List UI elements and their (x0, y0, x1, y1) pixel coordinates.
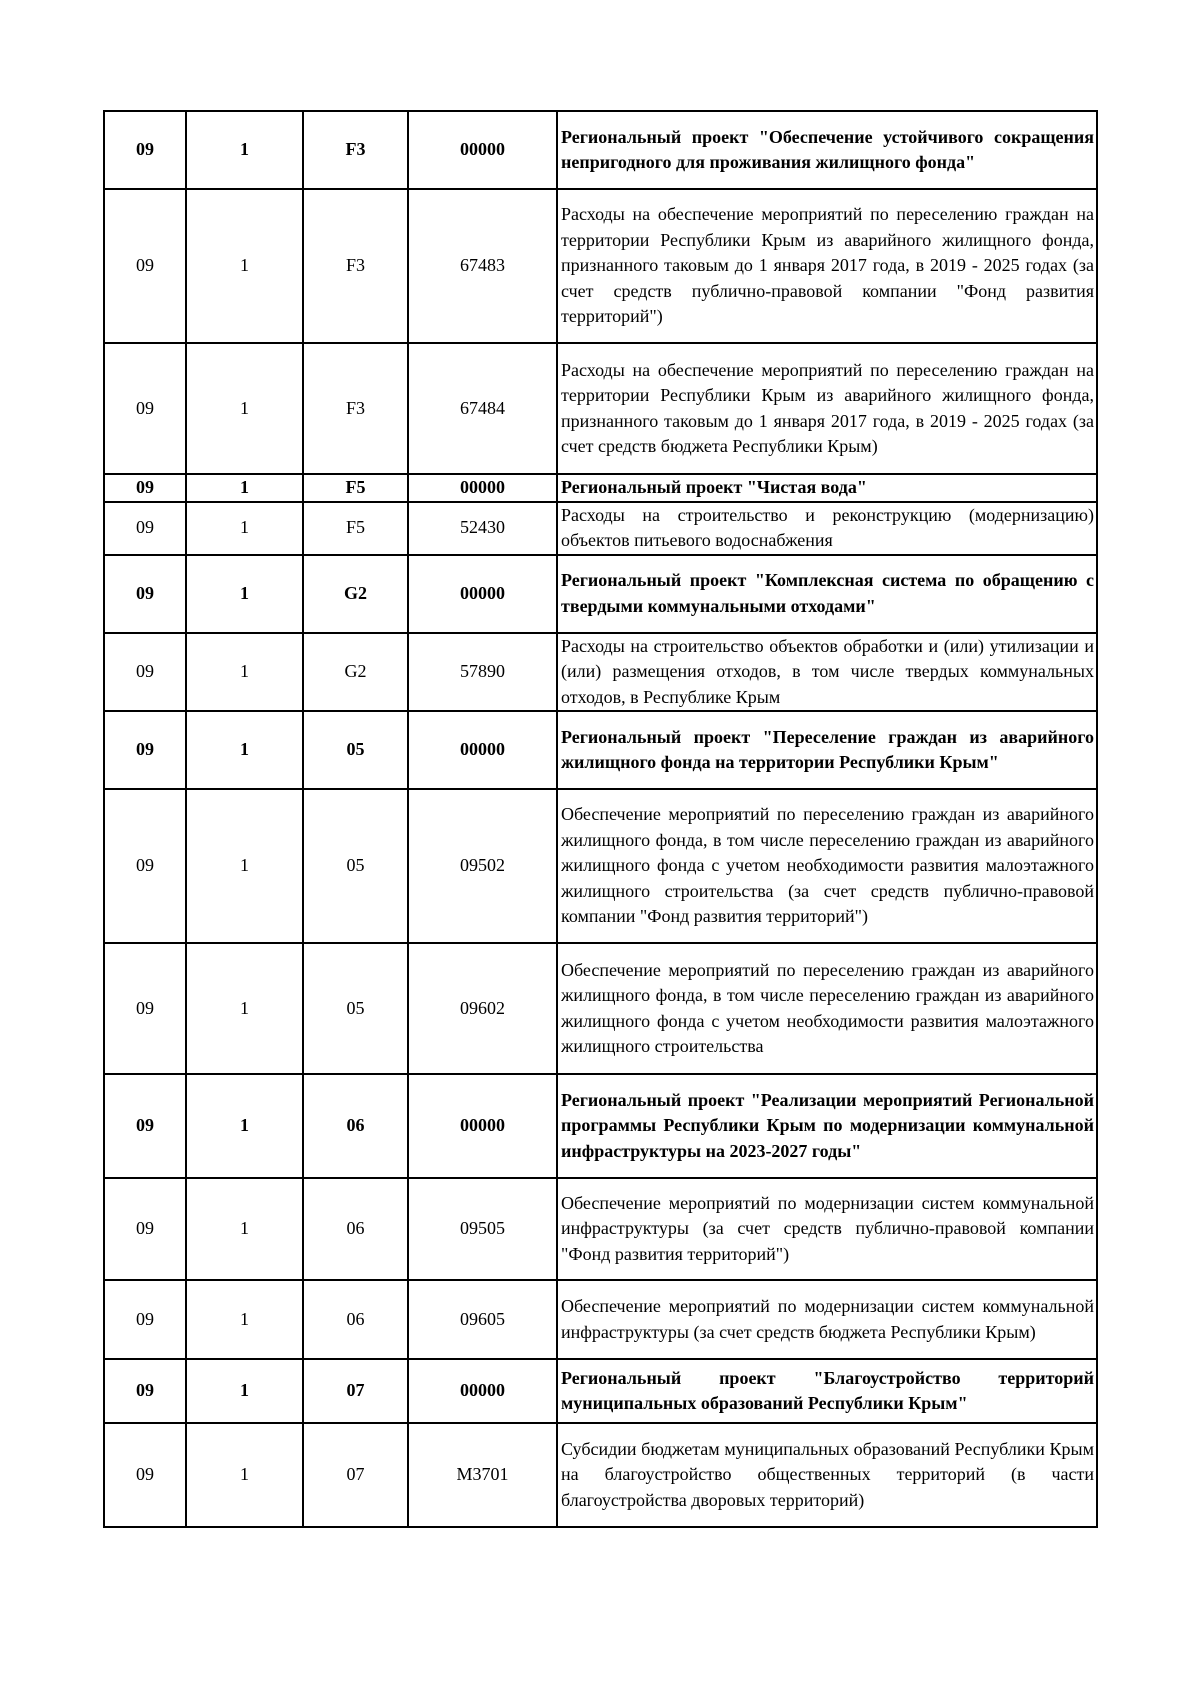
program-code-cell: 09 (104, 474, 186, 502)
program-code-cell: 09 (104, 943, 186, 1074)
subprogram-code-cell: 1 (186, 1178, 303, 1280)
project-code-cell: 06 (303, 1074, 408, 1178)
project-code-cell: F3 (303, 111, 408, 189)
subprogram-code-cell: 1 (186, 633, 303, 712)
description-cell: Региональный проект "Комплексная система по обращению с твердыми коммунальными отходами" (557, 555, 1097, 633)
table-row (104, 502, 1097, 555)
subprogram-code-cell: 1 (186, 1280, 303, 1359)
table-row (104, 1074, 1097, 1178)
project-code-cell: 05 (303, 943, 408, 1074)
expense-code-cell: 00000 (408, 1074, 557, 1178)
expense-code-cell: 57890 (408, 633, 557, 712)
program-code-cell: 09 (104, 1178, 186, 1280)
program-code-cell: 09 (104, 555, 186, 633)
table-row (104, 789, 1097, 943)
expense-code-cell: M3701 (408, 1423, 557, 1527)
program-code-cell: 09 (104, 343, 186, 474)
project-code-cell: 07 (303, 1423, 408, 1527)
subprogram-code-cell: 1 (186, 943, 303, 1074)
subprogram-code-cell: 1 (186, 1074, 303, 1178)
description-cell: Региональный проект "Переселение граждан из аварийного жилищного фонда на территории Республики Крым" (557, 711, 1097, 789)
expense-code-cell: 67484 (408, 343, 557, 474)
expense-code-cell: 09505 (408, 1178, 557, 1280)
project-code-cell: 05 (303, 711, 408, 789)
description-cell: Обеспечение мероприятий по переселению граждан из аварийного жилищного фонда, в том числе переселению граждан из аварийного жилищного фонда с учетом необходимости развития малоэтажного жилищного строительства (557, 943, 1097, 1074)
project-code-cell: F5 (303, 502, 408, 555)
subprogram-code-cell: 1 (186, 343, 303, 474)
program-code-cell: 09 (104, 111, 186, 189)
subprogram-code-cell: 1 (186, 1423, 303, 1527)
expense-code-cell: 67483 (408, 189, 557, 343)
description-cell: Региональный проект "Чистая вода" (557, 474, 1097, 502)
expense-code-cell: 09602 (408, 943, 557, 1074)
program-code-cell: 09 (104, 633, 186, 712)
project-code-cell: 07 (303, 1359, 408, 1423)
description-cell: Обеспечение мероприятий по модернизации систем коммунальной инфраструктуры (за счет средств бюджета Республики Крым) (557, 1280, 1097, 1359)
table-body (104, 111, 1097, 1527)
description-cell: Региональный проект "Реализации мероприятий Региональной программы Республики Крым по модернизации коммунальной инфраструктуры на 2023-2027 годы" (557, 1074, 1097, 1178)
project-code-cell: F3 (303, 189, 408, 343)
description-cell: Региональный проект "Благоустройство территорий муниципальных образований Республики Крым" (557, 1359, 1097, 1423)
expense-code-cell: 00000 (408, 111, 557, 189)
project-code-cell: F5 (303, 474, 408, 502)
table-row (104, 1359, 1097, 1423)
expense-code-cell: 00000 (408, 555, 557, 633)
subprogram-code-cell: 1 (186, 111, 303, 189)
description-cell: Расходы на строительство объектов обработки и (или) утилизации и (или) размещения отходов, в том числе твердых коммунальных отходов, в Республике Крым (557, 633, 1097, 712)
program-code-cell: 09 (104, 1423, 186, 1527)
program-code-cell: 09 (104, 1074, 186, 1178)
project-code-cell: F3 (303, 343, 408, 474)
table-row (104, 111, 1097, 189)
table-row (104, 1178, 1097, 1280)
table-row (104, 711, 1097, 789)
table-row (104, 555, 1097, 633)
budget-classification-table (103, 110, 1098, 1528)
table-row (104, 474, 1097, 502)
project-code-cell: G2 (303, 555, 408, 633)
expense-code-cell: 52430 (408, 502, 557, 555)
expense-code-cell: 00000 (408, 1359, 557, 1423)
table-row (104, 343, 1097, 474)
expense-code-cell: 09502 (408, 789, 557, 943)
subprogram-code-cell: 1 (186, 502, 303, 555)
program-code-cell: 09 (104, 789, 186, 943)
table-row (104, 1280, 1097, 1359)
description-cell: Обеспечение мероприятий по модернизации систем коммунальной инфраструктуры (за счет средств публично-правовой компании "Фонд развития территорий") (557, 1178, 1097, 1280)
subprogram-code-cell: 1 (186, 711, 303, 789)
table-row (104, 633, 1097, 712)
description-cell: Расходы на строительство и реконструкцию (модернизацию) объектов питьевого водоснабжения (557, 502, 1097, 555)
subprogram-code-cell: 1 (186, 555, 303, 633)
table-row (104, 943, 1097, 1074)
subprogram-code-cell: 1 (186, 789, 303, 943)
program-code-cell: 09 (104, 1280, 186, 1359)
subprogram-code-cell: 1 (186, 474, 303, 502)
expense-code-cell: 09605 (408, 1280, 557, 1359)
project-code-cell: 06 (303, 1178, 408, 1280)
expense-code-cell: 00000 (408, 474, 557, 502)
program-code-cell: 09 (104, 502, 186, 555)
program-code-cell: 09 (104, 1359, 186, 1423)
project-code-cell: G2 (303, 633, 408, 712)
description-cell: Субсидии бюджетам муниципальных образований Республики Крым на благоустройство общественных территорий (в части благоустройства дворовых территорий) (557, 1423, 1097, 1527)
subprogram-code-cell: 1 (186, 1359, 303, 1423)
description-cell: Региональный проект "Обеспечение устойчивого сокращения непригодного для проживания жилищного фонда" (557, 111, 1097, 189)
table-row (104, 189, 1097, 343)
project-code-cell: 06 (303, 1280, 408, 1359)
expense-code-cell: 00000 (408, 711, 557, 789)
project-code-cell: 05 (303, 789, 408, 943)
program-code-cell: 09 (104, 189, 186, 343)
table-row (104, 1423, 1097, 1527)
description-cell: Расходы на обеспечение мероприятий по переселению граждан на территории Республики Крым из аварийного жилищного фонда, признанного таковым до 1 января 2017 года, в 2019 - 2025 годах (за счет средств публично-правовой компании "Фонд развития территорий") (557, 189, 1097, 343)
program-code-cell: 09 (104, 711, 186, 789)
description-cell: Расходы на обеспечение мероприятий по переселению граждан на территории Республики Крым из аварийного жилищного фонда, признанного таковым до 1 января 2017 года, в 2019 - 2025 годах (за счет средств бюджета Республики Крым) (557, 343, 1097, 474)
subprogram-code-cell: 1 (186, 189, 303, 343)
description-cell: Обеспечение мероприятий по переселению граждан из аварийного жилищного фонда, в том числе переселению граждан из аварийного жилищного фонда с учетом необходимости развития малоэтажного жилищного строительства (за счет средств публично-правовой компании "Фонд развития территорий") (557, 789, 1097, 943)
